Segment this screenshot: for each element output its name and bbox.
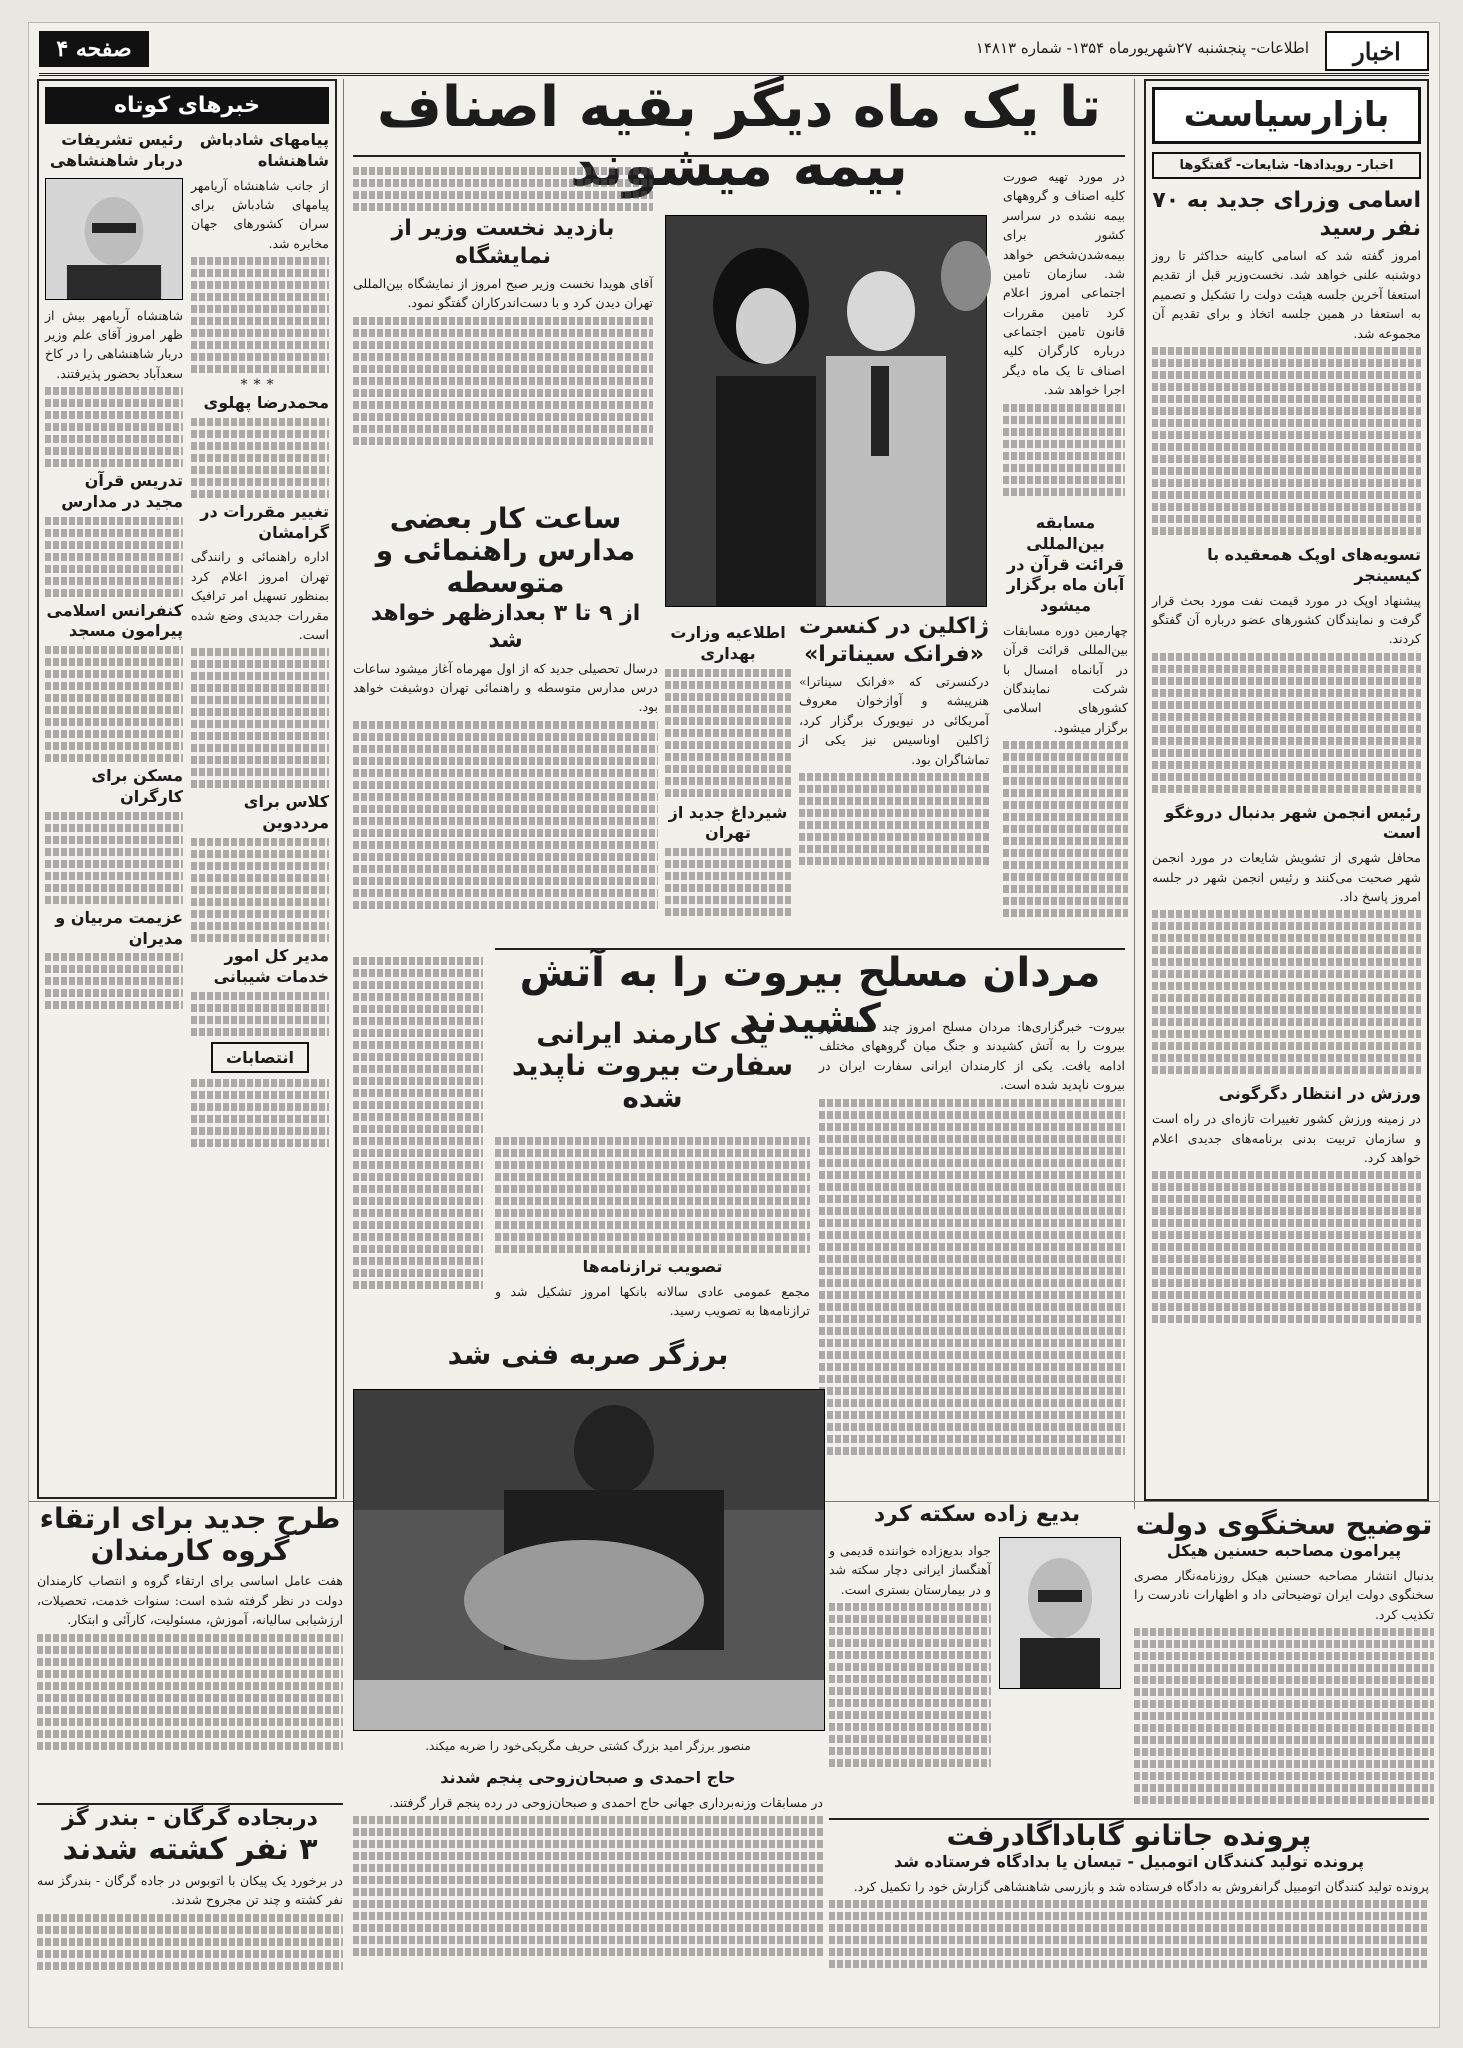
text-lines <box>829 1603 991 1767</box>
beirut-headline: مردان مسلح بیروت را به آتش کشیدند <box>519 950 1101 1042</box>
plan-text: هفت عامل اساسی برای ارتقاء گروه و انتصاب کارمندان دولت در نظر گرفته شده است: سنوات خدمت، تحصیلات، ارزشیابی سالیانه، آموزش، مسئولیت، کارآئی و ابتکار. <box>37 1573 343 1628</box>
govt-subtitle: پیرامون مصاحبه حسنین هیکل <box>1166 1541 1402 1561</box>
gorgan-text: در برخورد یک پیکان با اتوبوس در جاده گرگان - بندرگز سه نفر کشته و چند تن مجروح شدند. <box>37 1873 343 1908</box>
beirut-story-cont <box>495 1133 810 1333</box>
school-title: ساعت کار بعضی مدارس راهنمائی و متوسطه <box>375 502 636 600</box>
text-lines <box>353 317 653 445</box>
text-lines <box>1003 404 1125 496</box>
approve-text: مجمع عمومی عادی سالانه بانکها امروز تشکیل شد و ترازنامه‌ها به تصویب رسید. <box>495 1283 810 1319</box>
short-title-3: محمدرضا پهلوی <box>203 393 329 413</box>
short-title-8: مسکن برای کارگران <box>91 766 183 807</box>
car-text: پرونده تولید کنندگان اتومبیل گرانفروش به دادگاه فرستاده شد و بازرسی شاهنشاهی گزارش خود را تکمیل کرد. <box>853 1878 1429 1894</box>
beirut-headline-block <box>495 948 1125 1042</box>
gorgan-title: دربجاده گرگان - بندر گز <box>62 1806 318 1831</box>
wrestle-title: برزگر صربه فنی شد <box>447 1338 729 1371</box>
market-story4-text: در زمینه ورزش کشور تغییرات تازه‌ای در راه است و سازمان تربیت بدنی برنامه‌های جدیدی اعلام خواهد کرد. <box>1152 1111 1421 1165</box>
market-story3-title: رئیس انجمن شهر بدنبال دروغگو است <box>1164 802 1421 843</box>
main-headline-block <box>353 75 1125 199</box>
text-lines <box>45 953 183 1009</box>
pm-title: بازدید نخست وزیر از نمایشگاه <box>391 216 615 269</box>
text-lines <box>665 848 791 916</box>
text-lines <box>1152 653 1421 793</box>
market-story3-text: محافل شهری از تشویش شایعات در مورد انجمن شهر صحبت می‌کنند و رئیس انجمن شهر در جلسه امروز پاسخ داد. <box>1152 850 1421 905</box>
short-col-left <box>45 130 183 1151</box>
badi-title: بدیع زاده سکته کرد <box>873 1502 1081 1527</box>
short-title-6: کنفرانس اسلامی پیرامون مسجد <box>46 600 183 641</box>
short-col-right <box>191 130 329 1151</box>
beirut-story <box>819 1013 1125 1483</box>
beirut-subhead <box>495 1018 810 1128</box>
short-title-7: کلاس برای مرددوین <box>243 792 329 833</box>
govt-title: توضیح سخنگوی دولت <box>1135 1508 1433 1541</box>
page-number: صفحه ۴ <box>39 31 149 67</box>
pm-text: آقای هویدا نخست وزیر صبح امروز از نمایشگاه بین‌المللی تهران دیدن کرد و با دست‌اندرکاران گفتگو نمود. <box>353 276 653 311</box>
short-title-9: مدیر کل امور خدمات شیبانی <box>213 945 329 986</box>
text-lines <box>45 517 183 597</box>
govt-story <box>1134 1509 1434 1819</box>
text-lines <box>191 992 329 1036</box>
jackie-title: ژاکلین در کنسرت «فرانک سیناترا» <box>799 614 989 667</box>
short-news-header: خبرهای کوتاه <box>45 87 329 124</box>
haji-title: حاج احمدی و صبحان‌زوحی پنجم شدند <box>440 1768 736 1787</box>
car-story <box>829 1818 1429 2025</box>
short-text-1: از جانب شاهنشاه آریامهر پیامهای شادباش برای سران کشورهای جهان مخابره شد. <box>191 177 329 251</box>
wrestle-caption: منصور برزگر امید بزرگ کشتی حریف مگریکی‌خود را ضربه میکند. <box>425 1739 751 1753</box>
market-story2-title: تسویه‌های اوپک همعقیده با کیسینجر <box>1207 544 1421 585</box>
wrestle-title-block <box>353 1339 823 1389</box>
market-subtitle: اخبار- رویدادها- شایعات- گفتگوها <box>1152 152 1421 179</box>
text-lines <box>45 646 183 762</box>
ministry-title: اطلاعیه وزارت بهداری <box>670 623 786 663</box>
short-title-2: رئیس تشریفات دربار شاهنشاهی <box>49 130 183 170</box>
jackie-text: درکنسرتی که «فرانک سیناترا» هنرپیشه و آوازخوان معروف آمریکائی در نیویورک برگزار کرد، ژاکلین اوناسیس نیز یکی از تماشاگران بود. <box>799 674 989 767</box>
concert-photo-image <box>666 216 986 606</box>
haji-story <box>353 1768 823 2023</box>
car-subtitle: پرونده تولید کنندگان اتومبیل - تیسان یا بدادگاه فرستاده شد <box>893 1852 1365 1872</box>
column-rule <box>1134 79 1135 1509</box>
wrestling-photo-image <box>354 1390 824 1730</box>
jackie-story <box>799 613 989 943</box>
quran-title: مسابقه بین‌المللی قرائت قرآن در آبان ماه برگزار میشود <box>1006 513 1125 616</box>
insurance-column <box>1003 163 1125 503</box>
plan-story <box>37 1503 343 1793</box>
market-title: بازارسیاست <box>1183 95 1390 135</box>
short-text-4: اداره راهنمائی و رانندگی تهران امروز اعلام کرد بمنظور تسهیل امر ترافیک مقررات جدیدی وضع شده است. <box>191 549 329 642</box>
gorgan-story <box>37 1803 343 2025</box>
short-title-5: تدریس قرآن مجید در مدارس <box>61 471 183 511</box>
text-lines <box>45 387 183 467</box>
masthead <box>39 29 1429 76</box>
school-story <box>353 503 658 943</box>
govt-text: بدنبال انتشار مصاحبه حسنین هیکل روزنامه‌نگار مصری سخنگوی دولت ایران توضیحاتی داد و اظهارات نادرست را تکذیب کرد. <box>1134 1567 1434 1622</box>
text-lines <box>37 1914 343 1970</box>
badi-story <box>829 1501 1125 1811</box>
school-cont <box>353 953 483 1333</box>
badi-photo-image <box>1000 1538 1120 1688</box>
badi-text: جواد بدیع‌زاده خواننده قدیمی و آهنگساز ایرانی دچار سکته شد و در بیمارستان بستری است. <box>829 1543 991 1597</box>
ministry-story <box>665 623 791 943</box>
text-lines <box>1003 741 1128 917</box>
short-text-2: شاهنشاه آریامهر بیش از ظهر امروز آقای علم وزیر دربار شاهنشاهی را در کاخ سعدآباد بحضور پذیرفتند. <box>45 307 183 381</box>
text-lines <box>1152 1171 1421 1323</box>
text-lines <box>665 669 791 797</box>
text-lines <box>799 773 989 865</box>
court-official-photo <box>45 178 183 300</box>
market-story1-text: امروز گفته شد که اسامی کابینه حداکثر تا روز دوشنبه علنی خواهد شد. نخست‌وزیر قبل از تقدیم استعفا آخرین جلسه هیئت دولت را تشکیل و تصمیم به استعفا در همین جلسه اتخاذ و برای تقدیم آن مجموعه شد. <box>1152 248 1421 341</box>
market-column <box>1144 79 1429 1501</box>
beirut-subtitle: یک کارمند ایرانی سفارت بیروت ناپدید شده <box>511 1017 794 1115</box>
text-lines <box>353 167 653 211</box>
concert-photo <box>665 215 987 607</box>
plan-title: طرح جدید برای ارتقاء گروه کارمندان <box>39 1502 341 1568</box>
beirut-text: بیروت- خبرگزاری‌ها: مردان مسلح امروز چند نقطه شهر بیروت را به آتش کشیدند و جنگ میان گروههای مختلف ادامه یافت. یکی از کارمندان ایرانی سفارت ایران در بیروت ناپدید شده است. <box>819 1019 1125 1093</box>
market-story1-title: اسامی وزرای جدید به ۷۰ نفر رسید <box>1152 188 1421 241</box>
market-story4-title: ورزش در انتظار دگرگونی <box>1218 1084 1421 1104</box>
text-lines <box>495 1137 810 1253</box>
text-lines <box>37 1634 343 1750</box>
appointments-label: انتصابات <box>211 1042 309 1073</box>
gorgan-subtitle: ۳ نفر کشته شدند <box>62 1831 318 1867</box>
market-story2-text: پیشنهاد اوپک در مورد قیمت نفت مورد بحث قرار گرفت و نمایندگان کشورهای عضو درباره آن گفتگو کردند. <box>1152 592 1421 647</box>
short-title-4: تغییر مقررات در گرامشان <box>200 501 329 542</box>
column-rule <box>343 79 344 1499</box>
masthead-logo: اخبار <box>1325 31 1429 71</box>
text-lines <box>45 812 183 904</box>
school-subtitle: از ۹ تا ۳ بعدازظهر خواهد شد <box>370 600 641 654</box>
haji-text: در مسابقات وزنه‌برداری جهانی حاج احمدی و صبحان‌زوحی در رده پنجم قرار گرفتند. <box>389 1794 823 1810</box>
issue-info: اطلاعات- پنجشنبه ۲۷شهریورماه ۱۳۵۴- شماره ۱۴۸۱۳ <box>975 39 1309 57</box>
text-lines <box>191 838 329 942</box>
badi-photo <box>999 1537 1121 1689</box>
newspaper-page <box>28 22 1440 2028</box>
short-title-11: عزیمت مربیان و مدیران <box>55 907 183 948</box>
text-lines <box>819 1099 1125 1455</box>
text-lines <box>829 1900 1429 1968</box>
quran-text: چهارمین دوره مسابقات بین‌المللی قرائت قرآن در آبانماه امسال با شرکت نمایندگان کشورهای اسلامی برگزار میشود. <box>1003 622 1128 735</box>
text-lines <box>353 1816 823 1956</box>
text-lines <box>191 257 329 373</box>
wrestle-caption-block <box>353 1735 823 1759</box>
car-title: پرونده جاتانو گاباداگادرفت <box>946 1819 1312 1852</box>
short-title-1: پیامهای شادباش شاهنشاه <box>199 130 329 170</box>
text-lines <box>1134 1628 1434 1804</box>
market-header <box>1152 87 1421 144</box>
text-lines <box>1152 910 1421 1074</box>
insurance-text: در مورد تهیه صورت کلیه اصناف و گروههای بیمه نشده در سراسر کشور برای بیمه‌شدن‌شخص خواهد شد. سازمان تامین اجتماعی امروز اعلام کرد تامین مقررات قانون تامین اجتماعی درباره کارگران کلیه اصناف تا یک ماه دیگر اجرا خواهد شد. <box>1003 169 1125 398</box>
approve-title: تصویب تراز‌نامه‌ها <box>582 1257 723 1276</box>
shiraz-title: شیرداغ جدید از تهران <box>668 802 788 843</box>
text-lines <box>1152 347 1421 535</box>
text-lines <box>191 648 329 788</box>
text-lines <box>191 418 329 498</box>
text-lines <box>353 957 483 1289</box>
text-lines <box>191 1079 329 1147</box>
text-lines <box>353 721 658 909</box>
pm-story <box>353 163 653 493</box>
short-news-column <box>37 79 337 1499</box>
wrestling-photo <box>353 1389 825 1731</box>
court-official-photo-image <box>46 179 182 299</box>
quran-story <box>1003 513 1128 943</box>
school-text: درسال تحصیلی جدید که از اول مهرماه آغاز میشود ساعات درس مدارس متوسطه و راهنمائی تهران دوشیفت خواهد بود. <box>353 660 658 715</box>
main-headline: تا یک ماه دیگر بقیه اصناف بیمه میشوند <box>376 75 1102 199</box>
separator-stars: *** <box>240 377 280 394</box>
